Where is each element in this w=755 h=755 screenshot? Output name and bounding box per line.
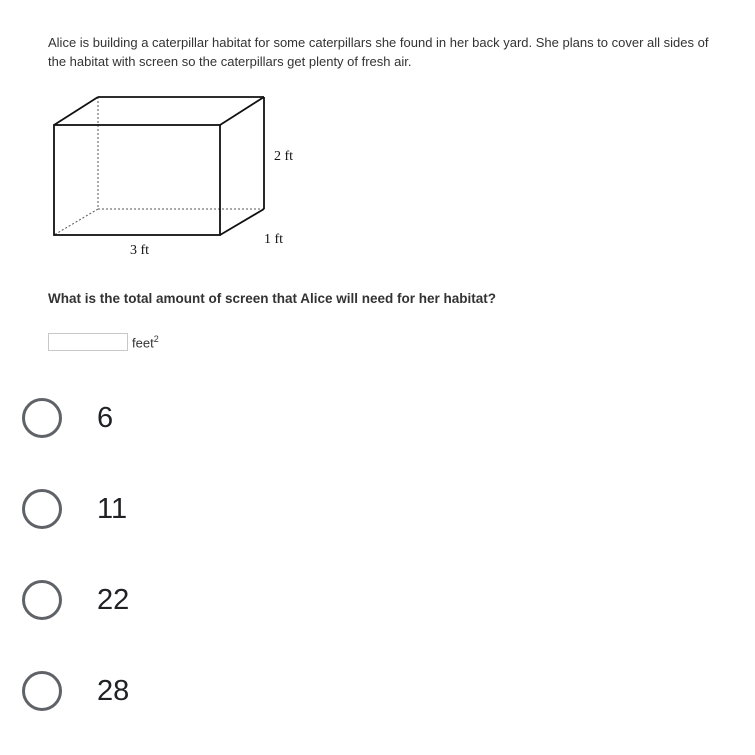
- radio-button[interactable]: [22, 580, 62, 620]
- question-text: What is the total amount of screen that Alice will need for her habitat?: [48, 291, 497, 306]
- option-label: 28: [97, 674, 130, 707]
- radio-button[interactable]: [22, 671, 62, 711]
- depth-label: 1 ft: [264, 232, 284, 247]
- option-11[interactable]: [22, 485, 322, 533]
- height-label: 2 ft: [274, 149, 294, 164]
- radio-button[interactable]: [22, 489, 62, 529]
- option-label: 22: [97, 583, 130, 616]
- radio-button[interactable]: [22, 398, 62, 438]
- answer-row: [48, 332, 159, 352]
- width-label: 3 ft: [130, 243, 150, 258]
- option-label: 6: [97, 401, 114, 434]
- problem-text: Alice is building a caterpillar habitat for some caterpillars she found in her back yard. She plans to cover all sides of the habitat with screen so the caterpillars get plenty of fresh air.: [48, 35, 709, 69]
- rectangular-prism-figure: [48, 92, 318, 267]
- answer-input[interactable]: [48, 333, 128, 351]
- option-22[interactable]: [22, 576, 322, 624]
- unit-label: [132, 334, 159, 350]
- option-label: 11: [97, 492, 128, 525]
- option-6[interactable]: [22, 394, 322, 442]
- option-28[interactable]: [22, 667, 322, 715]
- visible-edges: [54, 97, 264, 235]
- unit-text: feet: [132, 335, 154, 351]
- unit-exponent: 2: [153, 333, 159, 344]
